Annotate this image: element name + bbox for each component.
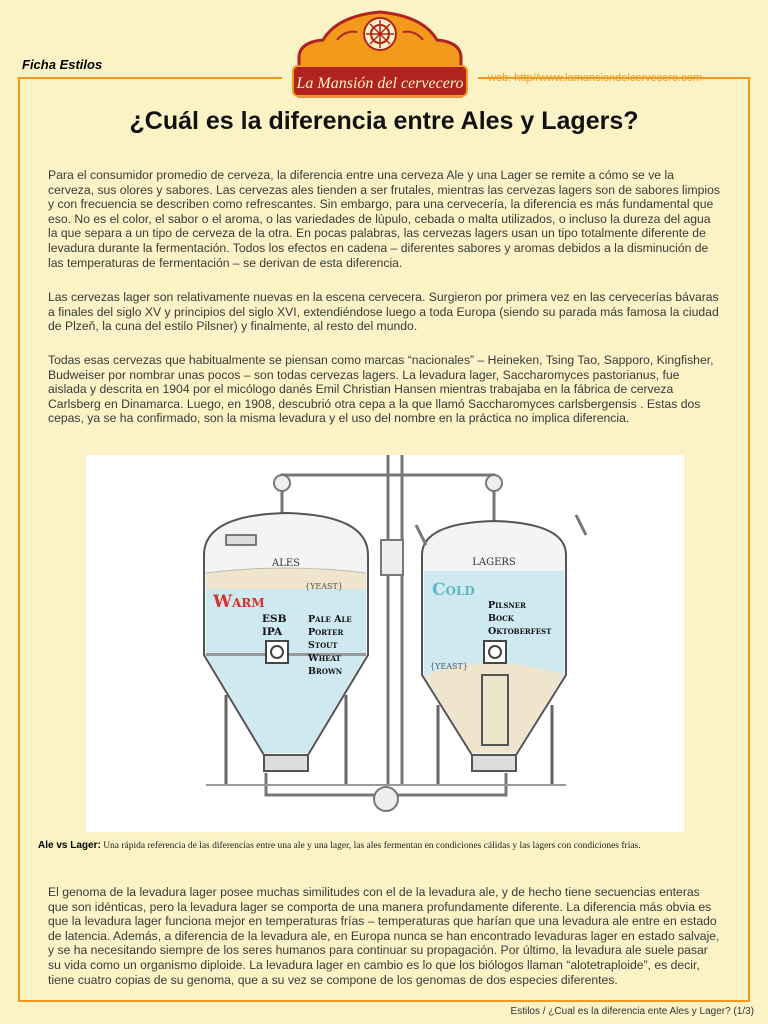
logo-text: La Mansión del cervecero (296, 75, 464, 92)
paragraph-intro: Para el consumidor promedio de cerveza, la diferencia entre una cerveza Ale y una Lager se remite a cómo se ve la cerveza, sus olores y sabores. Las cervezas ales tienden a ser frutales, mientras las cervezas lagers son de sabores limpios y con frecuencia se describen como refrescantes. Sin embargo, para una cervecería, la diferencia es más fundamental que eso. No es el color, el sabor o el aroma, o las variedades de lúpulo, cebada o malta utilizados, o incluso la dureza del agua la que separa a un tipo de cerveza de la otra. En pocas palabras, las cervezas lagers usan un tipo totalmente diferente de levadura durante la fermentación. Todos los efectos en cadena – diferentes sabores y aromas debidos a la disminución de las temperaturas de fermentación – se derivan de esta diferencia. (48, 168, 720, 270)
page-title: ¿Cuál es la diferencia entre Ales y Lagers? (129, 107, 639, 135)
lager-style-pilsner: Pilsner (488, 600, 526, 611)
lagers-label: LAGERS (472, 557, 516, 568)
ales-yeast-label: {YEAST} (305, 582, 343, 591)
warm-label: Warm (213, 592, 265, 612)
caption-text: Una rápida referencia de las diferencias entre una ale y una lager, las ales fermentan en condiciones cálidas y las lagers con condiciones frías. (100, 841, 641, 851)
ale-style-stout: Stout (308, 640, 338, 651)
ale-style-porter: Porter (308, 627, 344, 638)
brand-logo (285, 8, 475, 100)
lager-style-oktoberfest: Oktoberfest (488, 626, 552, 637)
paragraph-genome: El genoma de la levadura lager posee muchas similitudes con el de la levadura ale, y de hecho tiene secuencias enteras que son idénticas, pero la levadura lager se comporta de una manera profundamente diferente. La diferencia más obvia es que la levadura lager funciona mejor en temperaturas frías – temperaturas que harían que una levadura ale entre en estado de latencia. Además, a diferencia de la levadura ale, en Europa nunca se han encontrado levaduras lager en estado salvaje, y se ha necesitando siempre de los seres humanos para continuar su propagación. Por último, la levadura ale suele pasar su vida como un organismo diploide. La levadura lager en cambio es lo que los biólogos llaman “alotetraploide”, es decir, tiene cuatro copias de su genoma, que a su vez se compone de los genomas de dos especies diferentes. (48, 885, 720, 987)
ale-style-pale-ale: Pale Ale (308, 614, 352, 625)
ale-style-brown: Brown (308, 666, 343, 677)
paragraph-history: Las cervezas lager son relativamente nuevas en la escena cervecera. Surgieron por primera vez en las cervecerías bávaras a finales del siglo XV y principios del siglo XVI, extendiéndose luego a toda Europa (siendo su parada más famosa la ciudad de Plzeň, la cuna del estilo Pilsner) y finalmente, al resto del mundo. (48, 290, 719, 334)
figure-caption (38, 840, 758, 851)
ale-style-esb: ESB (262, 613, 287, 625)
section-label: Ficha Estilos (22, 57, 103, 72)
ales-label: ALES (271, 558, 301, 569)
paragraph-brands: Todas esas cervezas que habitualmente se piensan como marcas “nacionales” – Heineken, Tsing Tao, Sapporo, Kingfisher, Budweiser por nombrar unas pocos – son todas cervezas lagers. La levadura lager, Saccharomyces pastorianus, fue aislada y descrita en 1904 por el micólogo danés Emil Christian Hansen mientras trabajaba en la fábrica de cerveza Carlsberg en Dinamarca. Luego, en 1908, descubrió otra cepa a la que llamó Saccharomyces carlsbergensis . Estas dos cepas, ya se ha confirmado, son la misma levadura y el uso del nombre en la práctica no implica diferencia. (48, 353, 714, 426)
lagers-yeast-label: {YEAST} (430, 662, 468, 671)
website-link[interactable]: web: http//www.lamansiondelcervecero.com (488, 72, 702, 84)
caption-lead: Ale vs Lager: (38, 840, 101, 851)
fermenter-diagram (86, 455, 684, 832)
page-footer: Estilos / ¿Cual es la diferencia ente Ales y Lager? (1/3) (510, 1006, 754, 1017)
lager-style-bock: Bock (488, 613, 514, 624)
ale-style-wheat: Wheat (308, 653, 341, 664)
ale-style-ipa: IPA (262, 626, 283, 638)
cold-label: Cold (432, 580, 475, 600)
